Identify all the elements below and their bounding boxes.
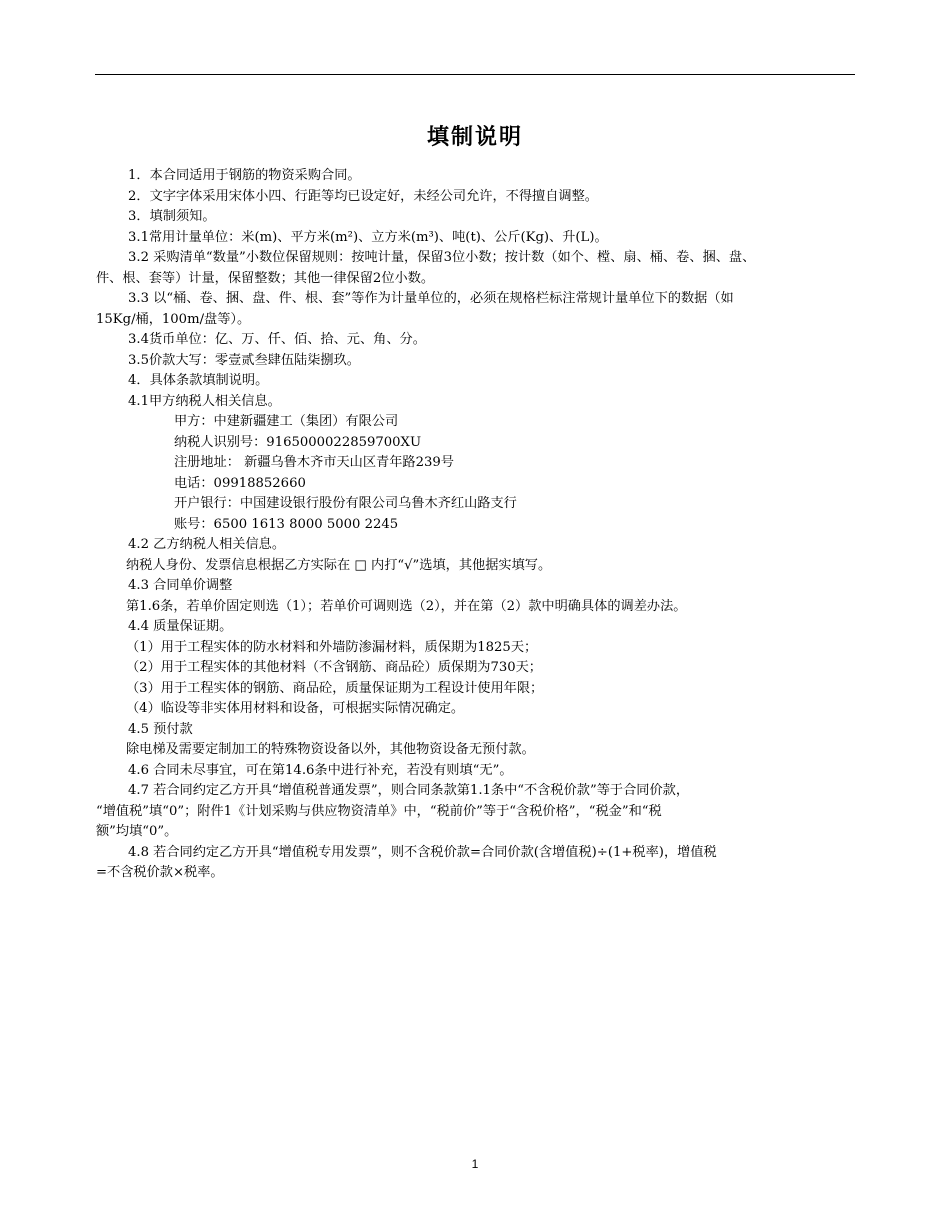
page-number: 1	[471, 1157, 479, 1171]
body-line: （4）临设等非实体用材料和设备，可根据实际情况确定。	[126, 701, 465, 716]
body-line: （3）用于工程实体的钢筋、商品砼，质量保证期为工程设计使用年限；	[126, 680, 544, 696]
body-line: 3.5价款大写：零壹贰叁肆伍陆柒捌玖。	[128, 352, 360, 368]
body-line: 第1.6条，若单价固定则选（1）；若单价可调则选（2），并在第（2）款中明确具体的调差办法。	[126, 598, 687, 614]
body-line: 4.3 合同单价调整	[128, 578, 233, 593]
body-line: 4.8 若合同约定乙方开具“增值税专用发票”，则不含税价款=合同价款(含增值税)÷(1+税率)，增值税	[128, 844, 717, 860]
body-line: 4.2 乙方纳税人相关信息。	[128, 537, 286, 552]
body-line: 3.4货币单位：亿、万、仟、佰、拾、元、角、分。	[128, 332, 426, 347]
body-line: “增值税”填“0”；附件1《计划采购与供应物资清单》中，“税前价”等于“含税价格”，“税金”和“税	[96, 803, 662, 819]
body-line: 4.1甲方纳税人相关信息。	[128, 393, 281, 409]
body-line: 3.2 采购清单“数量”小数位保留规则：按吨计量，保留3位小数；按计数（如个、樘、扇、桶、卷、捆、盘、	[128, 250, 756, 265]
body-line: 开户银行：中国建设银行股份有限公司乌鲁木齐红山路支行	[174, 496, 517, 511]
body-line: （1）用于工程实体的防水材料和外墙防渗漏材料，质保期为1825天；	[126, 639, 538, 655]
body-line: 15Kg/桶，100m/盘等）。	[96, 311, 251, 327]
body-line: 纳税人身份、发票信息根据乙方实际在 □ 内打“√”选填，其他据实填写。	[126, 557, 552, 573]
body-line: 件、根、套等）计量，保留整数；其他一律保留2位小数。	[96, 270, 435, 286]
body-line: 纳税人识别号：9165000022859700XU	[174, 434, 422, 450]
body-line: 3.3 以“桶、卷、捆、盘、件、根、套”等作为计量单位的，必须在规格栏标注常规计量单位下的数据（如	[128, 291, 734, 306]
document-title: 填制说明	[426, 125, 523, 150]
body-line: 除电梯及需要定制加工的特殊物资设备以外，其他物资设备无预付款。	[126, 742, 535, 757]
body-line: 电话：09918852660	[174, 475, 306, 491]
body-line: 4.7 若合同约定乙方开具“增值税普通发票”，则合同条款第1.1条中“不含税价款”等于合同价款，	[128, 783, 690, 798]
body-line: 账号：6500 1613 8000 5000 2245	[174, 516, 399, 532]
body-line: 3.1常用计量单位：米(m)、平方米(m²)、立方米(m³)、吨(t)、公斤(Kg)、升(L)。	[128, 229, 608, 245]
body-line: 1．本合同适用于钢筋的物资采购合同。	[128, 168, 361, 183]
body-line: 4.4 质量保证期。	[128, 619, 233, 634]
body-line: 3．填制须知。	[128, 209, 216, 224]
body-line: 注册地址： 新疆乌鲁木齐市天山区青年路239号	[174, 455, 454, 470]
body-line: 甲方：中建新疆建工（集团）有限公司	[174, 414, 399, 429]
body-line: （2）用于工程实体的其他材料（不含钢筋、商品砼）质保期为730天；	[126, 660, 542, 675]
body-line: 4．具体条款填制说明。	[128, 373, 269, 388]
body-line: 额”均填“0”。	[96, 824, 178, 839]
body-line: =不含税价款×税率。	[96, 865, 224, 880]
header-rule	[95, 74, 855, 75]
body-line: 2．文字字体采用宋体小四、行距等均已设定好，未经公司允许，不得擅自调整。	[128, 188, 598, 204]
document-body	[96, 166, 856, 884]
body-line: 4.6 合同未尽事宜，可在第14.6条中进行补充，若没有则填“无”。	[128, 762, 513, 778]
body-line: 4.5 预付款	[128, 721, 193, 737]
